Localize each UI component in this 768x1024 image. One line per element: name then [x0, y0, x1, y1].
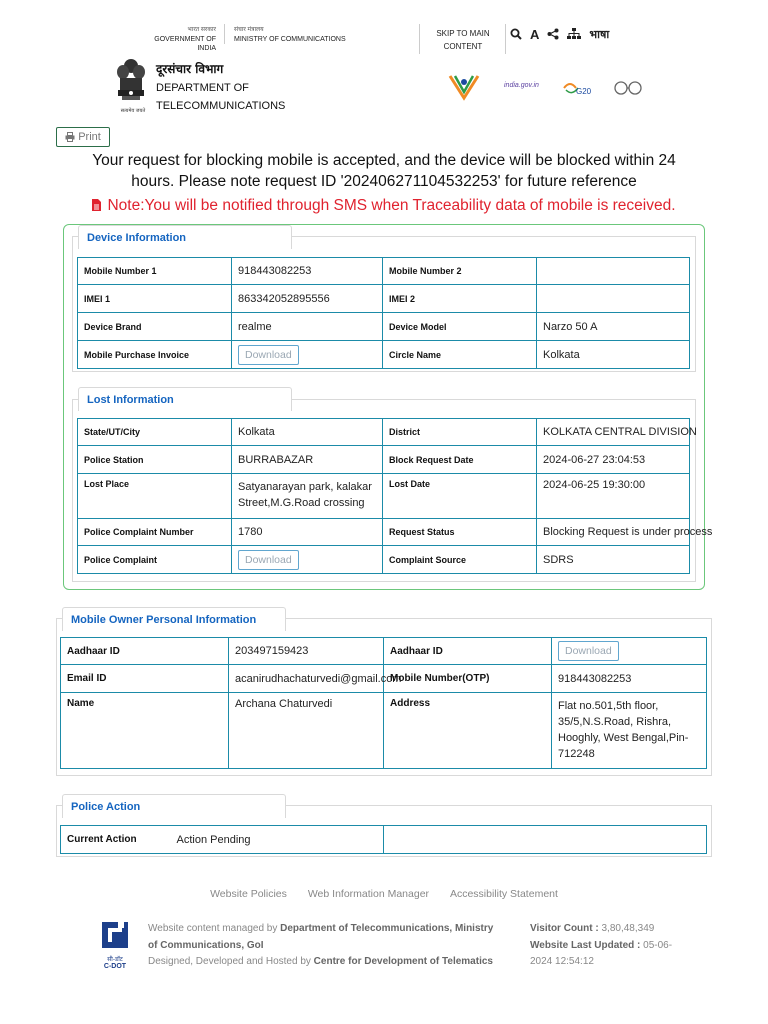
current-action-value: Action Pending	[171, 826, 384, 854]
accessibility-statement-link[interactable]: Accessibility Statement	[449, 888, 558, 900]
last-updated	[530, 938, 690, 955]
field-value: BURRABAZAR	[232, 446, 383, 474]
field-value: Archana Chaturvedi	[229, 693, 384, 769]
visitor-value: 3,80,48,349	[601, 923, 655, 934]
table-row	[78, 285, 690, 313]
field-label: Mobile Number(OTP)	[384, 665, 552, 693]
field-value: 2024-06-25 19:30:00	[537, 474, 690, 519]
field-value: 918443082253	[552, 665, 707, 693]
lost-information-table	[77, 418, 713, 574]
field-value: Narzo 50 A	[537, 313, 690, 341]
skip-line-2: CONTENT	[443, 42, 483, 51]
visitor-count	[530, 921, 690, 938]
managed-prefix: Website content managed by	[148, 923, 281, 934]
g20-logo-icon[interactable]	[562, 78, 594, 98]
table-row	[61, 826, 707, 854]
department-name	[156, 79, 285, 115]
download-police-complaint-button[interactable]: Download	[238, 550, 299, 570]
skip-to-main-content-link[interactable]	[432, 27, 494, 53]
ministry-hindi: संचार मंत्रालय	[234, 27, 264, 33]
download-aadhaar-button[interactable]: Download	[558, 641, 619, 661]
printer-icon	[65, 132, 75, 142]
field-value: 203497159423	[229, 638, 384, 665]
managed-by-org-2: of Communications, GoI	[148, 939, 264, 951]
empty-cell	[384, 826, 707, 854]
field-label: State/UT/City	[78, 419, 232, 446]
ministry-label	[234, 26, 346, 44]
invoice-cell	[232, 341, 383, 369]
cdot-logo	[100, 920, 132, 970]
table-row	[78, 258, 690, 285]
field-label: IMEI 2	[383, 285, 537, 313]
document-icon	[92, 199, 101, 211]
owner-information-table	[60, 637, 707, 769]
sitemap-icon[interactable]	[567, 28, 581, 40]
aadhaar-download-cell	[552, 638, 707, 665]
table-row	[78, 546, 690, 574]
field-value: SDRS	[537, 546, 690, 574]
cdot-logo-icon	[100, 920, 132, 950]
divider	[505, 24, 506, 54]
designed-by-org: Centre for Development of Telematics	[313, 956, 493, 967]
field-value: 863342052895556	[232, 285, 383, 313]
download-invoice-button[interactable]: Download	[238, 345, 299, 365]
field-label: Lost Date	[383, 474, 537, 519]
footer-credits	[148, 921, 518, 971]
confirmation-line-1: Your request for blocking mobile is accepted, and the device will be blocked within 24	[92, 152, 676, 169]
confirmation-line-2: hours. Please note request ID '202406271104532253' for future reference	[131, 173, 637, 190]
website-policies-link[interactable]: Website Policies	[210, 888, 287, 900]
field-label: Block Request Date	[383, 446, 537, 474]
managed-by-org: Department of Telecommunications, Ministry	[280, 923, 494, 934]
field-value: 918443082253	[232, 258, 383, 285]
field-label: Circle Name	[383, 341, 537, 369]
print-label: Print	[78, 131, 101, 143]
field-label: Device Brand	[78, 313, 232, 341]
address-line-2: 35/5,N.S.Road, Rishra,	[558, 716, 672, 728]
field-value: Kolkata	[537, 341, 690, 369]
cdot-hindi: सी-डॉट	[107, 956, 123, 963]
field-value	[537, 285, 690, 313]
divider	[224, 24, 225, 44]
department-line-2: TELECOMMUNICATIONS	[156, 100, 286, 112]
field-label: Mobile Purchase Invoice	[78, 341, 232, 369]
top-government-strip	[0, 0, 768, 56]
lost-place-line-1: Satyanarayan park, kalakar	[238, 481, 372, 493]
field-label: Police Complaint	[78, 546, 232, 574]
table-row	[61, 665, 707, 693]
designed-by-line	[148, 954, 518, 971]
field-value	[537, 258, 690, 285]
managed-by-line-2	[148, 938, 518, 955]
note-text: Note:You will be notified through SMS when Traceability data of mobile is received.	[107, 197, 676, 214]
police-action-title: Police Action	[62, 794, 286, 818]
field-value: acanirudhachaturvedi@gmail.com	[229, 665, 384, 693]
visitor-label: Visitor Count :	[530, 923, 602, 934]
table-row	[78, 519, 690, 546]
field-label: Police Station	[78, 446, 232, 474]
device-information-title: Device Information	[78, 225, 292, 249]
field-label: Address	[384, 693, 552, 769]
updated-value-1: 05-06-	[643, 939, 673, 951]
address-line-4: 712248	[558, 748, 595, 760]
field-label: Aadhaar ID	[384, 638, 552, 665]
footer-links	[0, 888, 768, 900]
government-of-india-label	[136, 26, 216, 53]
address-line-3: Hooghly, West Bengal,Pin-	[558, 732, 689, 744]
print-button[interactable]	[56, 127, 110, 147]
india-gov-logo[interactable]: india.gov.in	[504, 82, 539, 89]
table-row	[78, 341, 690, 369]
azadi-ka-amrit-mahotsav-logo-icon[interactable]	[446, 72, 482, 102]
skip-line-1: SKIP TO MAIN	[436, 29, 490, 38]
table-row	[61, 638, 707, 665]
field-label: IMEI 1	[78, 285, 232, 313]
divider	[419, 24, 420, 54]
cdot-english: C-DOT	[103, 963, 127, 970]
department-name-hindi: दूरसंचार विभाग	[156, 62, 224, 76]
language-button[interactable]: भाषा	[589, 27, 610, 41]
owner-information-title: Mobile Owner Personal Information	[62, 607, 286, 631]
svg-text:G20: G20	[576, 87, 592, 96]
table-row	[78, 313, 690, 341]
table-row	[61, 693, 707, 769]
field-label: Request Status	[383, 519, 537, 546]
current-action-label: Current Action	[61, 826, 171, 854]
field-value: realme	[232, 313, 383, 341]
gov-hindi: भारत सरकार	[187, 27, 216, 33]
address-line-1: Flat no.501,5th floor,	[558, 700, 659, 712]
field-label: Device Model	[383, 313, 537, 341]
lost-information-title: Lost Information	[78, 387, 292, 411]
footer-stats	[530, 921, 690, 971]
field-value: KOLKATA CENTRAL DIVISION	[537, 419, 690, 446]
field-value	[232, 474, 383, 519]
field-label: Name	[61, 693, 229, 769]
accessibility-toolbar	[510, 25, 609, 43]
field-label: Mobile Number 1	[78, 258, 232, 285]
font-size-button[interactable]: A	[530, 26, 540, 42]
table-row	[78, 446, 690, 474]
field-value: 1780	[232, 519, 383, 546]
lost-place-line-2: Street,M.G.Road crossing	[238, 497, 365, 509]
table-row	[78, 474, 690, 519]
complaint-cell	[232, 546, 383, 574]
field-label: District	[383, 419, 537, 446]
field-label: Mobile Number 2	[383, 258, 537, 285]
updated-label: Website Last Updated :	[530, 939, 644, 951]
field-label: Complaint Source	[383, 546, 537, 574]
field-value: 2024-06-27 23:04:53	[537, 446, 690, 474]
search-icon[interactable]	[510, 28, 522, 40]
field-label: Lost Place	[78, 474, 232, 519]
address-value	[552, 693, 707, 769]
sms-notification-note	[40, 197, 728, 215]
managed-by-line	[148, 921, 518, 938]
gov-english: GOVERNMENT OF INDIA	[154, 36, 216, 52]
field-value: Kolkata	[232, 419, 383, 446]
confirmation-message	[40, 150, 728, 192]
device-information-table	[77, 257, 690, 369]
police-action-table	[60, 825, 707, 854]
web-information-manager-link[interactable]: Web Information Manager	[307, 888, 430, 900]
table-row	[78, 419, 690, 446]
field-label: Email ID	[61, 665, 229, 693]
partner-logos	[446, 72, 656, 104]
field-label: Aadhaar ID	[61, 638, 229, 665]
department-line-1: DEPARTMENT OF	[156, 82, 249, 94]
emblem-motto: सत्यमेव जयते	[120, 108, 146, 114]
field-value: Blocking Request is under process	[537, 519, 690, 546]
share-icon[interactable]	[547, 28, 559, 40]
swachh-bharat-logo-icon[interactable]	[612, 80, 644, 96]
field-label: Police Complaint Number	[78, 519, 232, 546]
designed-prefix: Designed, Developed and Hosted by	[148, 956, 314, 967]
updated-value-2: 2024 12:54:12	[530, 956, 594, 967]
ministry-english: MINISTRY OF COMMUNICATIONS	[234, 36, 346, 43]
